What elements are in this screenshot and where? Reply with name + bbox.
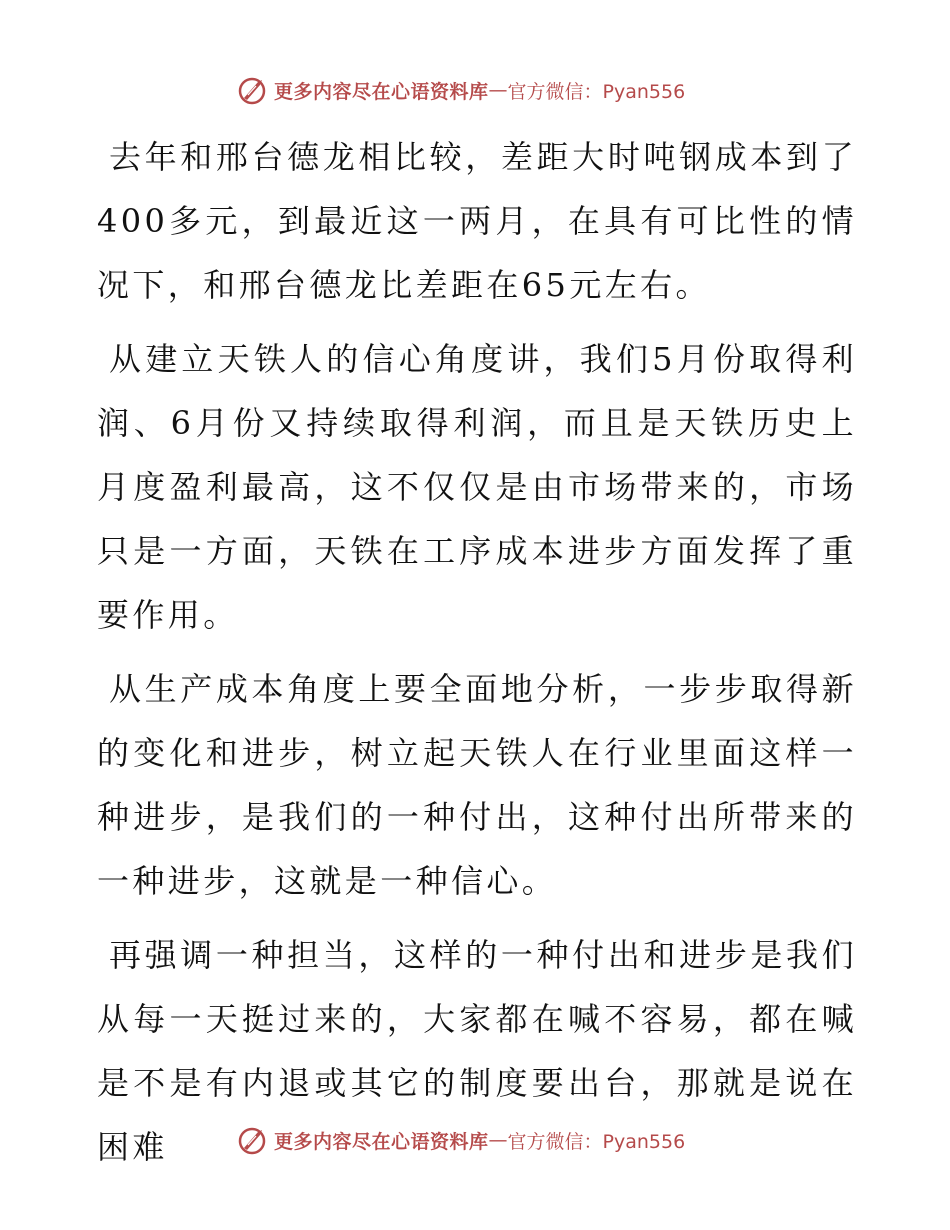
paragraph-3: 从生产成本角度上要全面地分析，一步步取得新的变化和进步，树立起天铁人在行业里面这样一种进步，是我们的一种付出，这种付出所带来的一种进步，这就是一种信心。 bbox=[97, 670, 857, 900]
quill-pen-circle-icon bbox=[236, 1124, 268, 1156]
watermark-wechat-text: 官方微信：Pyan556 bbox=[507, 80, 686, 103]
header-watermark bbox=[236, 72, 685, 108]
footer-watermark bbox=[236, 1122, 685, 1158]
watermark-site-text: 更多内容尽在心语资料库 bbox=[274, 80, 489, 103]
document-body bbox=[97, 125, 857, 1189]
paragraph-2: 从建立天铁人的信心角度讲，我们5月份取得利润、6月份又持续取得利润，而且是天铁历史上月度盈利最高，这不仅仅是由市场带来的，市场只是一方面，天铁在工序成本进步方面发挥了重要作用。 bbox=[97, 340, 857, 634]
watermark-separator: — bbox=[488, 1129, 508, 1151]
quill-pen-circle-icon bbox=[236, 74, 268, 106]
watermark-separator: — bbox=[488, 79, 508, 101]
watermark-wechat-text: 官方微信：Pyan556 bbox=[507, 1130, 686, 1153]
watermark-site-text: 更多内容尽在心语资料库 bbox=[274, 1130, 489, 1153]
paragraph-4: 再强调一种担当，这样的一种付出和进步是我们从每一天挺过来的，大家都在喊不容易，都在喊是不是有内退或其它的制度要出台，那就是说在困难 bbox=[97, 936, 857, 1166]
paragraph-1: 去年和邢台德龙相比较，差距大时吨钢成本到了400多元，到最近这一两月，在具有可比性的情况下，和邢台德龙比差距在65元左右。 bbox=[97, 138, 857, 304]
